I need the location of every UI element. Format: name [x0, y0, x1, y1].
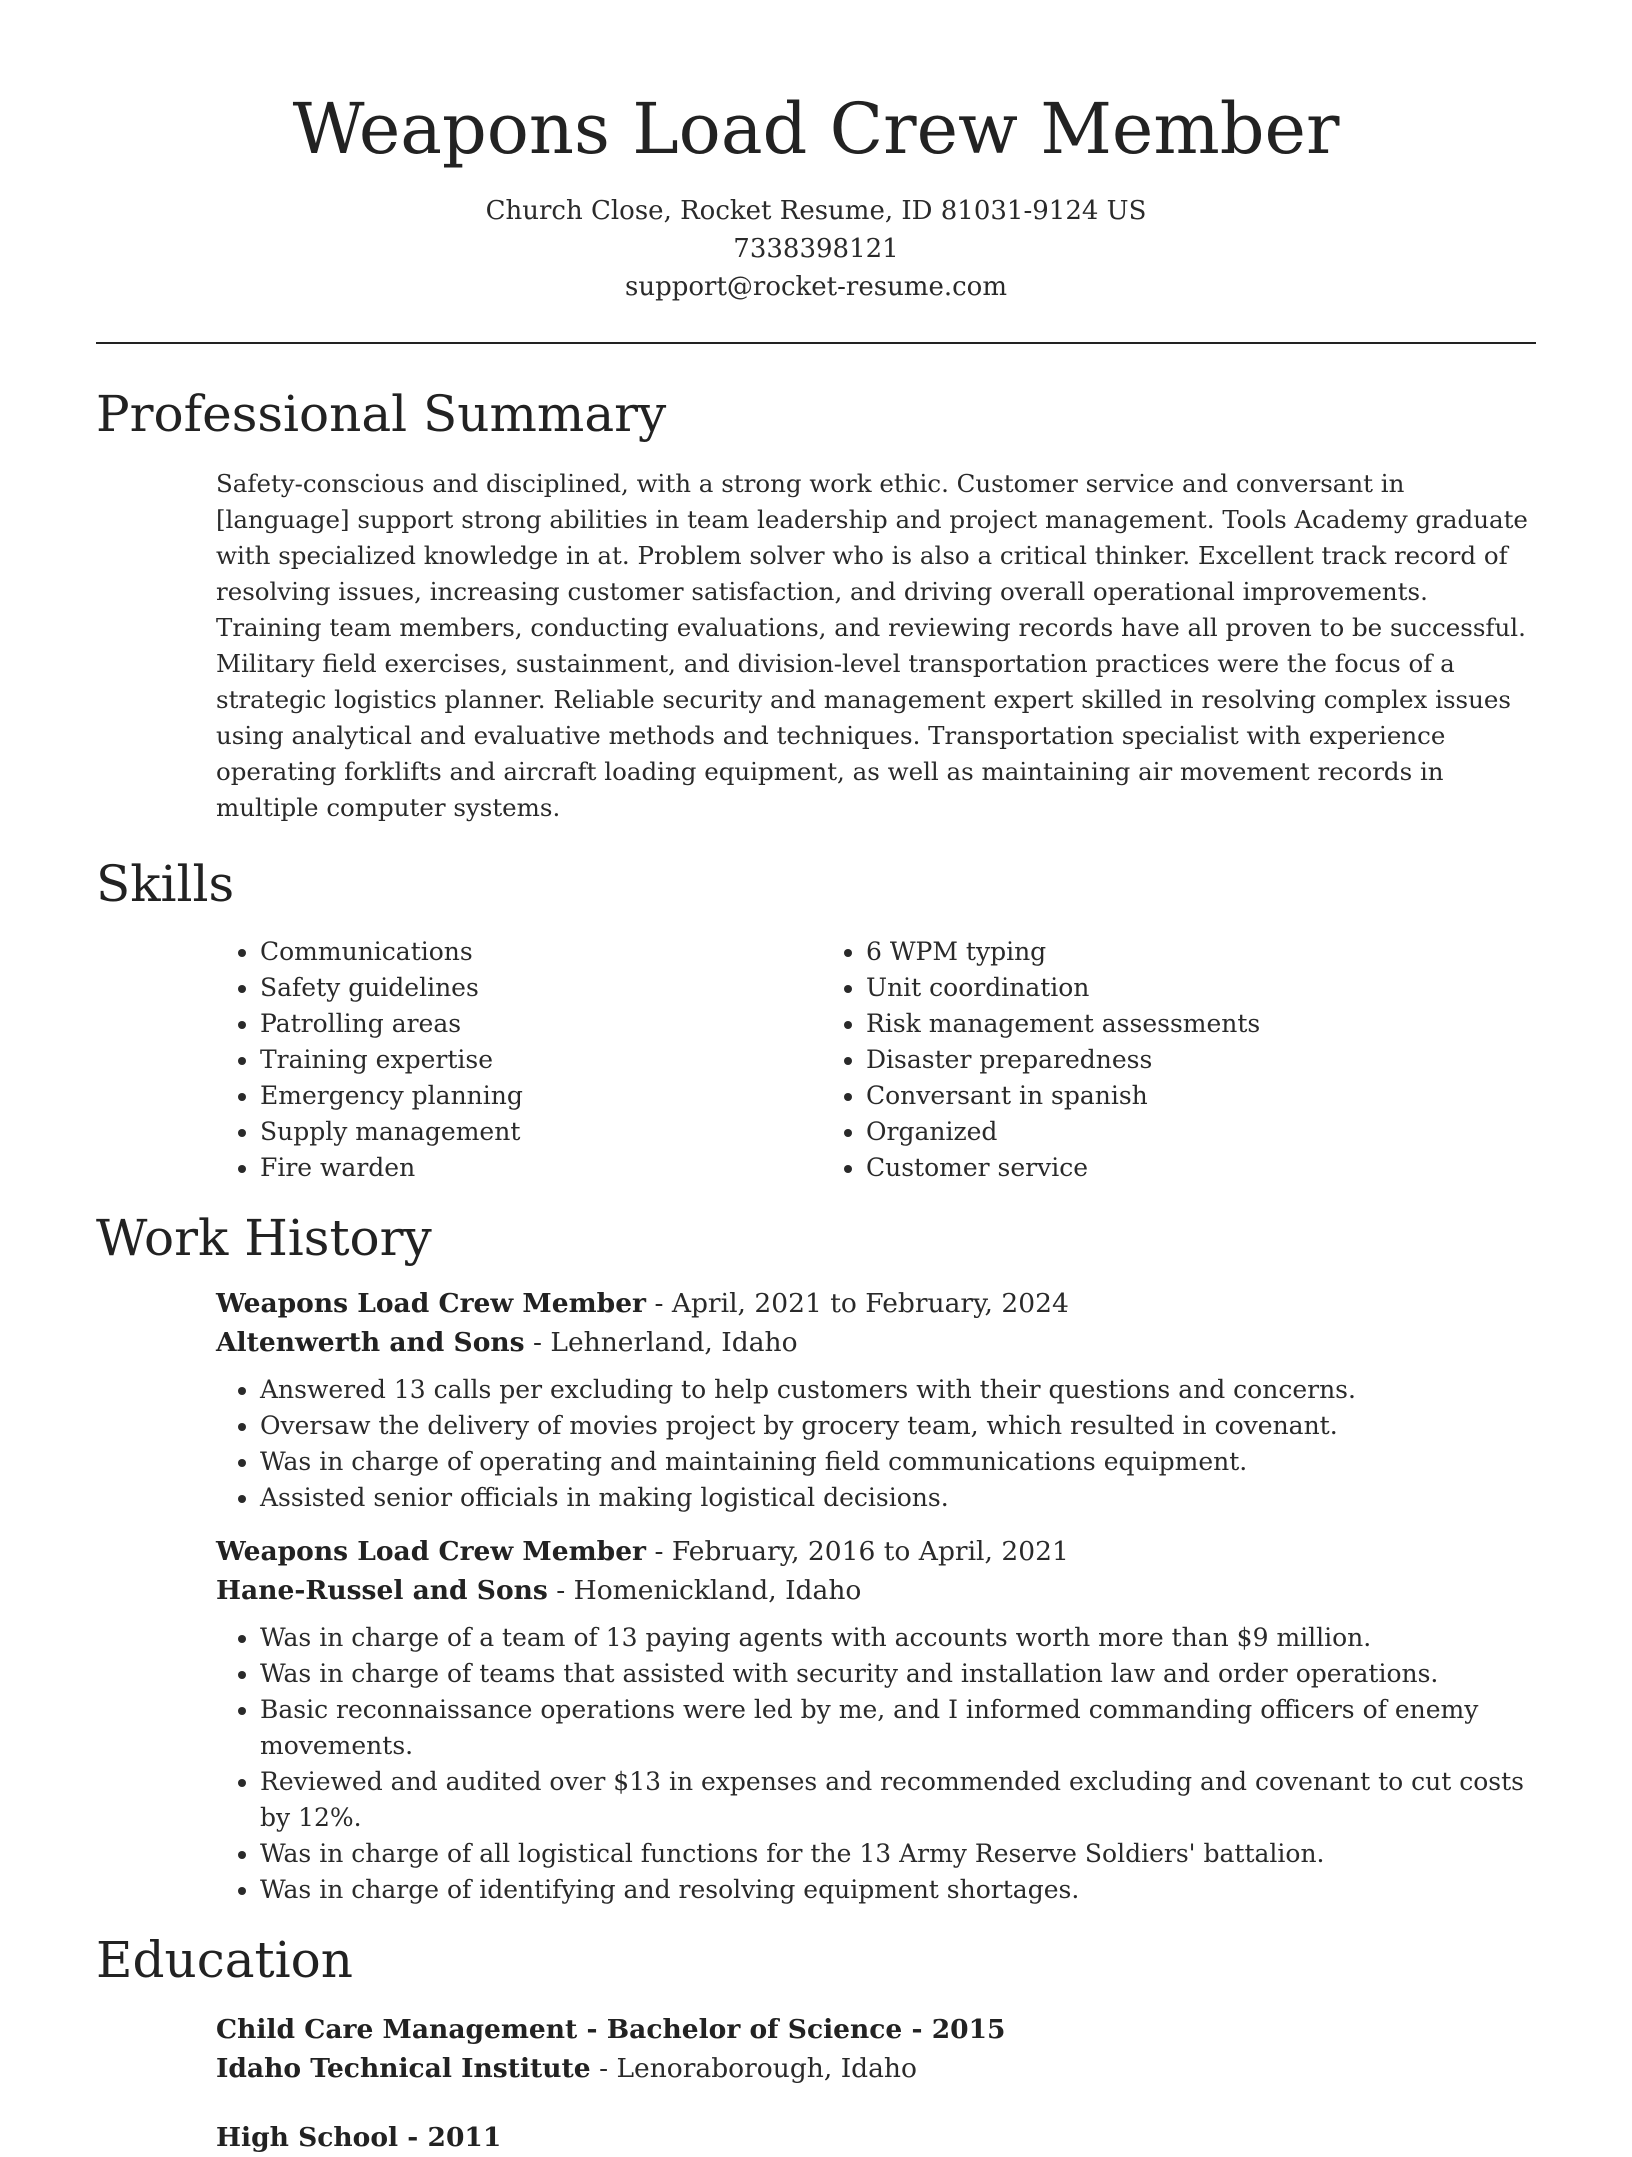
work-history-heading: Work History [96, 1209, 432, 1267]
education-degree-line [216, 2010, 1536, 2049]
candidate-name: Weapons Load Crew Member [292, 88, 1340, 170]
skill-item: • Patrolling areas [260, 1006, 822, 1042]
education-location: - Lenoraborough, Idaho [590, 2053, 917, 2084]
education-heading: Education [96, 1931, 353, 1989]
education-degree-line [216, 2118, 1536, 2157]
skill-item: • Organized [866, 1114, 1428, 1150]
skill-item: • 6 WPM typing [866, 934, 1428, 970]
job-dates: - April, 2021 to February, 2024 [646, 1288, 1069, 1319]
job-duty: • Basic reconnaissance operations were led by me, and I informed commanding officers of enemy movements. [260, 1692, 1536, 1764]
job-duties [216, 1620, 1536, 1908]
skill-item: • Unit coordination [866, 970, 1428, 1006]
job-duties [216, 1372, 1536, 1516]
job-entry [216, 1284, 1536, 1516]
job-duty: • Was in charge of teams that assisted with security and installation law and order operations. [260, 1656, 1536, 1692]
job-company-line [216, 1323, 1536, 1362]
resume-header [96, 0, 1536, 306]
job-duty: • Was in charge of operating and maintaining field communications equipment. [260, 1444, 1536, 1480]
job-title-line [216, 1532, 1536, 1571]
education-school-line [216, 2049, 1536, 2088]
job-company-line [216, 1571, 1536, 1610]
job-company: Altenwerth and Sons [216, 1327, 525, 1358]
skill-item: • Training expertise [260, 1042, 822, 1078]
skill-item: • Emergency planning [260, 1078, 822, 1114]
job-dates: - February, 2016 to April, 2021 [646, 1536, 1069, 1567]
skill-item: • Safety guidelines [260, 970, 822, 1006]
job-title-line [216, 1284, 1536, 1323]
skills-heading: Skills [96, 855, 235, 913]
education-degree: Child Care Management - Bachelor of Science - 2015 [216, 2014, 1006, 2045]
education-entry [216, 2010, 1536, 2088]
summary-text: Safety-conscious and disciplined, with a strong work ethic. Customer service and conversant in [language] support strong abilities in team leadership and project management. Tools Academy graduate with specialized knowledge in at. Problem solver who is also a critical thinker. Excellent track record of resolving issues, increasing customer satisfaction, and driving overall operational improvements. Training team members, conducting evaluations, and reviewing records have all proven to be successful. Military field exercises, sustainment, and division-level transportation practices were the focus of a strategic logistics planner. Reliable security and management expert skilled in resolving complex issues using analytical and evaluative methods and techniques. Transportation specialist with experience operating forklifts and aircraft loading equipment, as well as maintaining air movement records in multiple computer systems. [216, 469, 1528, 822]
job-role: Weapons Load Crew Member [216, 1536, 647, 1567]
skill-item: • Fire warden [260, 1150, 822, 1186]
contact-phone: 7338398121 [733, 234, 899, 264]
resume-page [96, 0, 1536, 2157]
skills-column-right [822, 934, 1428, 1186]
contact-email: support@rocket-resume.com [624, 272, 1007, 302]
job-duty: • Was in charge of a team of 13 paying agents with accounts worth more than $9 million. [260, 1620, 1536, 1656]
job-company: Hane-Russel and Sons [216, 1575, 548, 1606]
job-duty: • Was in charge of all logistical functions for the 13 Army Reserve Soldiers' battalion. [260, 1836, 1536, 1872]
skill-item: • Supply management [260, 1114, 822, 1150]
contact-address: Church Close, Rocket Resume, ID 81031-9124 US [485, 196, 1147, 226]
job-duty: • Oversaw the delivery of movies project by grocery team, which resulted in covenant. [260, 1408, 1536, 1444]
header-divider [96, 342, 1536, 344]
job-location: - Lehnerland, Idaho [524, 1327, 798, 1358]
skill-item: • Disaster preparedness [866, 1042, 1428, 1078]
job-location: - Homenickland, Idaho [547, 1575, 862, 1606]
skill-item: • Conversant in spanish [866, 1078, 1428, 1114]
skills-column-left [216, 934, 822, 1186]
job-entry [216, 1532, 1536, 1908]
education-degree: High School - 2011 [216, 2122, 502, 2153]
skill-item: • Communications [260, 934, 822, 970]
education-school: Idaho Technical Institute [216, 2053, 591, 2084]
job-duty: • Answered 13 calls per excluding to help customers with their questions and concerns. [260, 1372, 1536, 1408]
summary-heading: Professional Summary [96, 385, 667, 443]
skill-item: • Customer service [866, 1150, 1428, 1186]
skills-list [216, 934, 1536, 1186]
job-duty: • Was in charge of identifying and resolving equipment shortages. [260, 1872, 1536, 1908]
job-duty: • Reviewed and audited over $13 in expenses and recommended excluding and covenant to cut costs by 12%. [260, 1764, 1536, 1836]
job-role: Weapons Load Crew Member [216, 1288, 647, 1319]
skill-item: • Risk management assessments [866, 1006, 1428, 1042]
education-entry [216, 2118, 1536, 2157]
job-duty: • Assisted senior officials in making logistical decisions. [260, 1480, 1536, 1516]
